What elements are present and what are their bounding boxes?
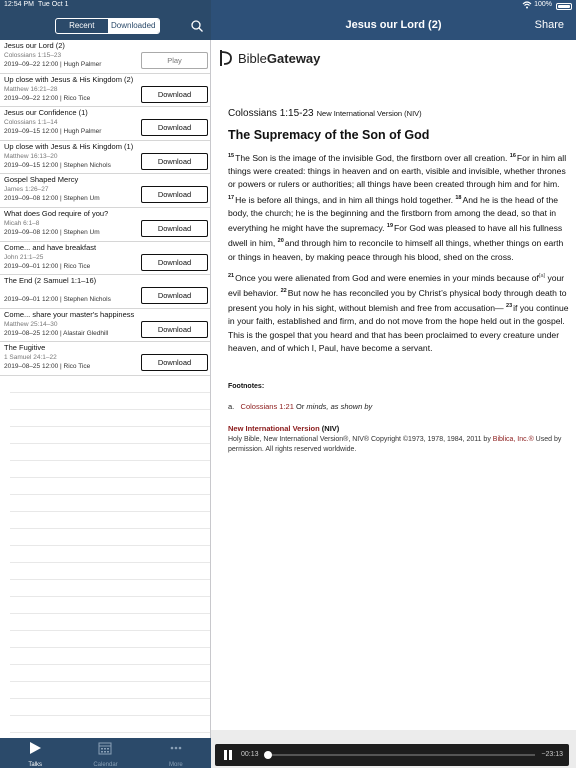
sermon-meta: 2019–09–01 12:00 | Stephen Nichols [4,296,111,304]
list-item[interactable] [0,208,210,242]
sermon-title: Up close with Jesus & His Kingdom (1) [4,141,134,151]
sermon-reference: Matthew 16:21–28 [4,85,58,93]
paragraph-1: $^{15}$The Son is the image of the invisible God, the firstborn over all creation. $^{16}$For in him all things were created: things in heaven and on earth, visible and invisible, whether thrones or powers or rulers or authorities; all things have been created through him and for him. $^{17}$He is before all things, and in him all things hold together. $^{18}$And he is the head of the body, the church; he is the beginning and the firstborn from among the dead, so that in everything he might have the supremacy. $^{19}$For God was pleased to have all his fullness dwell in him, $^{20}$and through him to reconcile to himself all things, whether things on earth or things in heaven, by making peace through his blood, shed on the cross. [228,152,567,262]
empty-row [10,393,210,410]
sermon-meta: 2019–09–01 12:00 | Rico Tice [4,262,91,270]
download-button[interactable]: Download [141,153,208,170]
left-navbar [0,12,211,40]
empty-row [10,563,210,580]
right-navbar [211,12,576,40]
sermon-meta: 2019–09–15 12:00 | Hugh Palmer [4,128,102,136]
download-button[interactable]: Download [141,119,208,136]
tab-downloaded[interactable]: Downloaded [108,19,160,33]
copyright-text: Holy Bible, New International Version®, NIV® Copyright ©1973, 1978, 1984, 2011 by Biblica, Inc.® Used by permission. All rights reserved worldwide. [228,436,562,453]
sermon-title: Up close with Jesus & His Kingdom (2) [4,74,134,84]
footnotes-heading: Footnotes: [228,383,265,390]
sermon-reference: Matthew 16:13–20 [4,152,58,160]
list-item[interactable] [0,74,210,108]
sermon-reference: John 21:1–25 [4,253,44,261]
sermon-list [0,40,211,738]
battery-percent: 100% [534,1,552,8]
footnote-a: a. Colossians 1:21 Or minds, as shown by [228,402,373,411]
sermon-title: Jesus our Lord (2) [4,41,65,50]
tab-label: Talks [28,762,42,768]
biblica-link[interactable]: Biblica, Inc.® [492,436,534,443]
empty-row [10,614,210,631]
sermon-title: Come... share your master's happiness [4,309,135,319]
status-bar [0,0,576,12]
sermon-title: What does God require of you? [4,208,109,218]
empty-row [10,512,210,529]
elapsed-time: 00:13 [241,751,259,758]
sermon-reference: Colossians 1:1–14 [4,119,58,127]
battery-icon [556,3,572,10]
empty-row [10,546,210,563]
empty-row [10,716,210,733]
audio-player [215,744,569,766]
empty-row [10,682,210,699]
sermon-meta: 2019–08–25 12:00 | Alastair Gledhill [4,329,109,337]
biblegateway-logo[interactable] [219,48,320,68]
biblegateway-logo-icon [219,49,233,67]
page-title: Jesus our Lord (2) [345,19,442,31]
pause-icon[interactable] [223,750,233,760]
empty-row [10,495,210,512]
empty-row [10,461,210,478]
play-icon [28,741,42,760]
empty-row [10,529,210,546]
sermon-meta: 2019–09–22 12:00 | Hugh Palmer [4,61,102,68]
tab-bar [0,738,211,768]
download-button[interactable]: Download [141,220,208,237]
list-item[interactable] [0,174,210,208]
version-label: New International Version (NIV) [316,109,422,118]
download-button[interactable]: Download [141,186,208,203]
list-item[interactable] [0,107,210,141]
share-button[interactable]: Share [534,19,564,31]
tab-label: Calendar [93,762,118,768]
bible-passage-view [211,40,576,730]
version-name[interactable]: New International Version (NIV) [228,424,340,433]
empty-row [10,410,210,427]
status-date: Tue Oct 1 [38,1,69,8]
passage-text [228,150,570,361]
empty-row [10,631,210,648]
sermon-title: Gospel Shaped Mercy [4,175,79,185]
list-item[interactable] [0,40,210,74]
list-item[interactable] [0,141,210,175]
empty-row [10,427,210,444]
download-button[interactable]: Download [141,86,208,103]
calendar-icon [98,741,112,760]
tab-calendar[interactable] [70,738,140,768]
passage-heading: The Supremacy of the Son of God [228,128,430,142]
sermon-reference: Colossians 1:15–23 [4,52,62,59]
download-button[interactable]: Download [141,254,208,271]
progress-slider[interactable] [265,754,535,756]
slider-thumb[interactable] [264,751,272,759]
wifi-icon [522,0,532,12]
empty-row [10,580,210,597]
empty-row [10,376,210,393]
sermon-meta: 2019–09–08 12:00 | Stephen Um [4,195,100,203]
download-button[interactable]: Download [141,321,208,338]
search-icon[interactable] [190,19,204,33]
more-dots-icon [169,741,183,760]
footnote-reference-link[interactable]: Colossians 1:21 [240,402,294,411]
sermon-title: Come... and have breakfast [4,242,97,252]
empty-row [10,597,210,614]
passage-reference: Colossians 1:15-23 New International Version (NIV) [228,108,422,119]
sermon-title: The End (2 Samuel 1:1–16) [4,276,97,286]
list-item[interactable] [0,242,210,276]
list-item[interactable] [0,342,210,376]
empty-row [10,665,210,682]
footnote-marker-link[interactable]: [a] [538,272,546,279]
empty-row [10,444,210,461]
sermon-meta: 2019–09–15 12:00 | Stephen Nichols [4,161,111,169]
list-item[interactable] [0,275,210,309]
empty-row [10,699,210,716]
empty-row [10,478,210,495]
tab-label: More [168,762,183,768]
sermon-title: The Fugitive [4,343,46,353]
sermon-reference: James 1:26–27 [4,186,49,194]
sermon-title: Jesus our Confidence (1) [4,108,88,118]
remaining-time: −23:13 [541,751,563,758]
empty-row [10,648,210,665]
sermon-meta: 2019–09–22 12:00 | Rico Tice [4,94,91,102]
sermon-reference: Micah 6:1–8 [4,219,40,227]
download-button[interactable]: Download [141,287,208,304]
paragraph-2: $^{21}$Once you were alienated from God and were enemies in your minds because of[a] your evil behavior. $^{22}$But now he has reconciled you by Christ’s physical body through death to present you holy in his sight, without blemish and free from accusation— $^{23}$if you continue in your faith, established and firm, and do not move from the hope held out in the gospel. This is the gospel that you heard and that has been proclaimed to every creature under heaven, and of which I, Paul, have become a servant. [228,272,569,353]
sermon-reference: Matthew 25:14–30 [4,320,58,328]
status-time: 12:54 PM [4,1,34,8]
tab-recent[interactable]: Recent [69,21,95,30]
download-button[interactable]: Download [141,354,208,371]
sermon-meta: 2019–08–25 12:00 | Rico Tice [4,363,91,371]
sermon-meta: 2019–09–08 12:00 | Stephen Um [4,228,100,236]
sermon-reference: 1 Samuel 24:1–22 [4,354,57,362]
logo-text: BibleGateway [238,50,321,66]
tab-more[interactable] [141,738,211,768]
play-button[interactable]: Play [141,52,208,69]
list-item[interactable] [0,309,210,343]
tab-talks[interactable] [0,738,70,768]
segmented-control [55,18,160,34]
